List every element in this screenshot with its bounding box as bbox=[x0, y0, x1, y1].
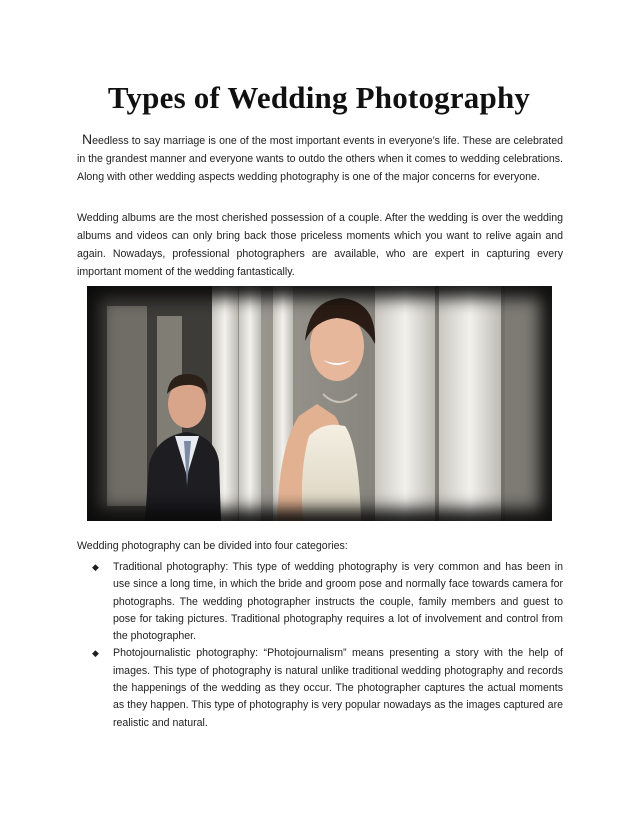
drop-letter: N bbox=[82, 131, 93, 147]
diamond-bullet-icon: ◆ bbox=[92, 562, 99, 572]
list-item-text: Photojournalistic photography: “Photojournalism” means presenting a story with the help of images. This type of photography is natural unlike traditional wedding photography and records the happenings of the wedding as they occur. The photographer captures the actual moments as they happen. This type of photography is very popular nowadays as the images captured are realistic and natural. bbox=[113, 647, 563, 729]
list-item-text: Traditional photography: This type of wedding photography is very common and has been in use since a long time, in which the bride and groom pose and normally face towards camera for photographs. The wedding photographer instructs the couple, family members and guest to pose for taking pictures. Traditional photography requires a lot of involvement and control from the photographer. bbox=[113, 561, 563, 643]
wedding-couple-photo bbox=[87, 286, 552, 521]
page-title: Types of Wedding Photography bbox=[107, 80, 531, 115]
categories-list bbox=[77, 559, 563, 732]
intro-paragraph bbox=[77, 130, 563, 186]
list-item bbox=[77, 645, 563, 731]
albums-paragraph: Wedding albums are the most cherished possession of a couple. After the wedding is over the wedding albums and videos can only bring back those priceless moments which you want to relive again and again. Nowadays, professional photographers are available, who are expert in capturing every important moment of the wedding fantastically. bbox=[77, 212, 563, 278]
wedding-couple-illustration bbox=[87, 286, 552, 521]
categories-intro: Wedding photography can be divided into four categories: bbox=[77, 540, 348, 552]
diamond-bullet-icon: ◆ bbox=[92, 648, 99, 659]
list-item bbox=[77, 559, 563, 645]
intro-paragraph-text: eedless to say marriage is one of the most important events in everyone’s life. These are celebrated in the grandest manner and everyone wants to outdo the others when it comes to wedding celebrations. Along with other wedding aspects wedding photography is one of the major concerns for everyone. bbox=[77, 135, 563, 183]
